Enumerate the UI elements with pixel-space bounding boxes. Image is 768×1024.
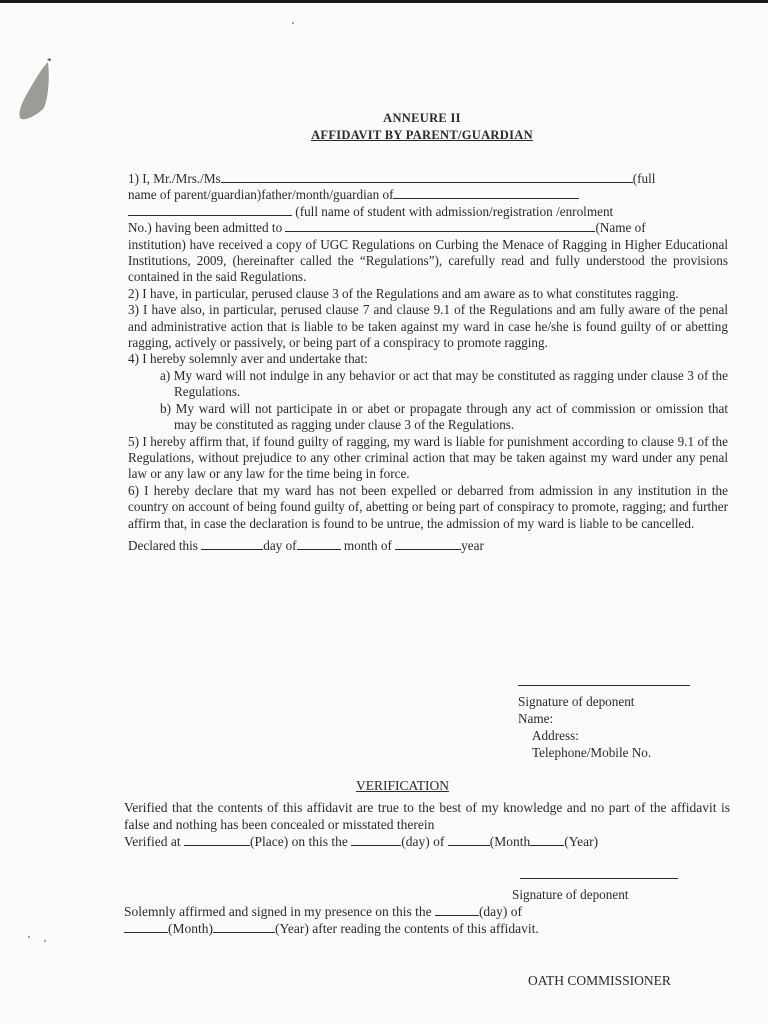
clause-1-body: institution) have received a copy of UGC Regulations on Curbing the Menace of Ragging in Higher Educational Institutions, 2009, (hereinafter called the “Regulations”), carefully read and fully understood the provisions contained in the said Regulations. xyxy=(128,236,728,285)
solemn-month-blank[interactable] xyxy=(124,921,168,933)
solemn-line-2: (Month) (Year) after reading the contents of this affidavit. xyxy=(124,920,730,937)
solemn-affirmation xyxy=(124,903,730,937)
scan-top-border xyxy=(0,0,768,3)
page-title: AFFIDAVIT BY PARENT/GUARDIAN xyxy=(311,128,533,142)
clause-1-line-1: 1) I, Mr./Mrs./Ms (full xyxy=(128,171,656,186)
verification-title: VERIFICATION xyxy=(356,778,449,793)
declared-year-blank[interactable] xyxy=(395,538,461,550)
institution-name-blank[interactable] xyxy=(285,220,595,232)
parent-name-blank[interactable] xyxy=(221,171,633,183)
clause-2: 2) I have, in particular, perused clause 3 of the Regulations and am aware as to what constitutes ragging. xyxy=(128,285,679,301)
verify-day-blank[interactable] xyxy=(351,834,401,846)
annexure-label: ANNEURE II xyxy=(383,111,461,125)
affidavit-body xyxy=(128,171,728,554)
second-signature-line xyxy=(520,878,678,879)
phone-label: Telephone/Mobile No. xyxy=(532,745,652,760)
declared-day-blank[interactable] xyxy=(201,538,263,550)
verification-body xyxy=(124,799,730,850)
scan-speck xyxy=(292,22,294,24)
clause-5: 5) I hereby affirm that, if found guilty of ragging, my ward is liable for punishment according to clause 9.1 of the Regulations, without prejudice to any other criminal action that may be taken against my ward under any penal law or any law or any law for the time being in force. xyxy=(128,433,728,482)
name-label: Name: xyxy=(518,711,554,726)
verified-at-line: Verified at (Place) on this the (day) of (Month (Year) xyxy=(124,834,599,849)
solemn-line-1: Solemnly affirmed and signed in my presence on this the (day) of xyxy=(124,904,523,919)
declared-line: Declared this day of month of year xyxy=(128,537,484,553)
clause-1-line-3: (full name of student with admission/registration /enrolment xyxy=(128,204,728,220)
clause-1-line-2: name of parent/guardian)father/month/guardian of xyxy=(128,187,728,203)
verify-month-blank[interactable] xyxy=(448,834,490,846)
solemn-day-blank[interactable] xyxy=(435,904,479,916)
deponent-signature-line xyxy=(518,685,690,686)
verification-text: Verified that the contents of this affidavit are true to the best of my knowledge and no part of the affidavit is false and nothing has been concealed or misstated therein xyxy=(124,800,730,832)
scan-speck xyxy=(44,940,46,942)
student-name-blank[interactable] xyxy=(393,187,579,199)
solemn-year-blank[interactable] xyxy=(213,921,275,933)
declared-month-blank[interactable] xyxy=(297,538,341,550)
clause-3: 3) I have also, in particular, perused clause 7 and clause 9.1 of the Regulations and am fully aware of the penal and administrative action that is liable to be taken against my ward in case he/she is found guilty of or abetting ragging, actively or passively, or being part of a conspiracy to promote ragging. xyxy=(128,302,728,351)
deponent-signature-block xyxy=(518,693,651,761)
verify-year-blank[interactable] xyxy=(530,834,564,846)
student-name-blank-2[interactable] xyxy=(128,204,292,216)
clause-4: 4) I hereby solemnly aver and undertake that: xyxy=(128,351,368,367)
second-signature-label: Signature of deponent xyxy=(512,887,629,902)
clause-1-line-4: No.) having been admitted to (Name of xyxy=(128,220,646,236)
place-blank[interactable] xyxy=(184,834,250,846)
scan-speck xyxy=(28,936,30,938)
signature-label: Signature of deponent xyxy=(518,694,635,709)
address-label: Address: xyxy=(532,728,579,743)
oath-commissioner-label: OATH COMMISSIONER xyxy=(528,973,671,988)
clause-4a: a) My ward will not indulge in any behavior or act that may be constituted as ragging under clause 3 of the Regulations. xyxy=(160,367,728,400)
clause-6: 6) I hereby declare that my ward has not been expelled or debarred from admission in any institution in the country on account of being found guilty of, abetting or being part of conspiracy to promote, ragging; and further affirm that, in case the declaration is found to be untrue, the admission of my ward is liable to be cancelled. xyxy=(128,482,728,531)
clause-4b: b) My ward will not participate in or abet or propagate through any act of commission or omission that may be constituted as ragging under clause 3 of the Regulations. xyxy=(160,400,728,433)
